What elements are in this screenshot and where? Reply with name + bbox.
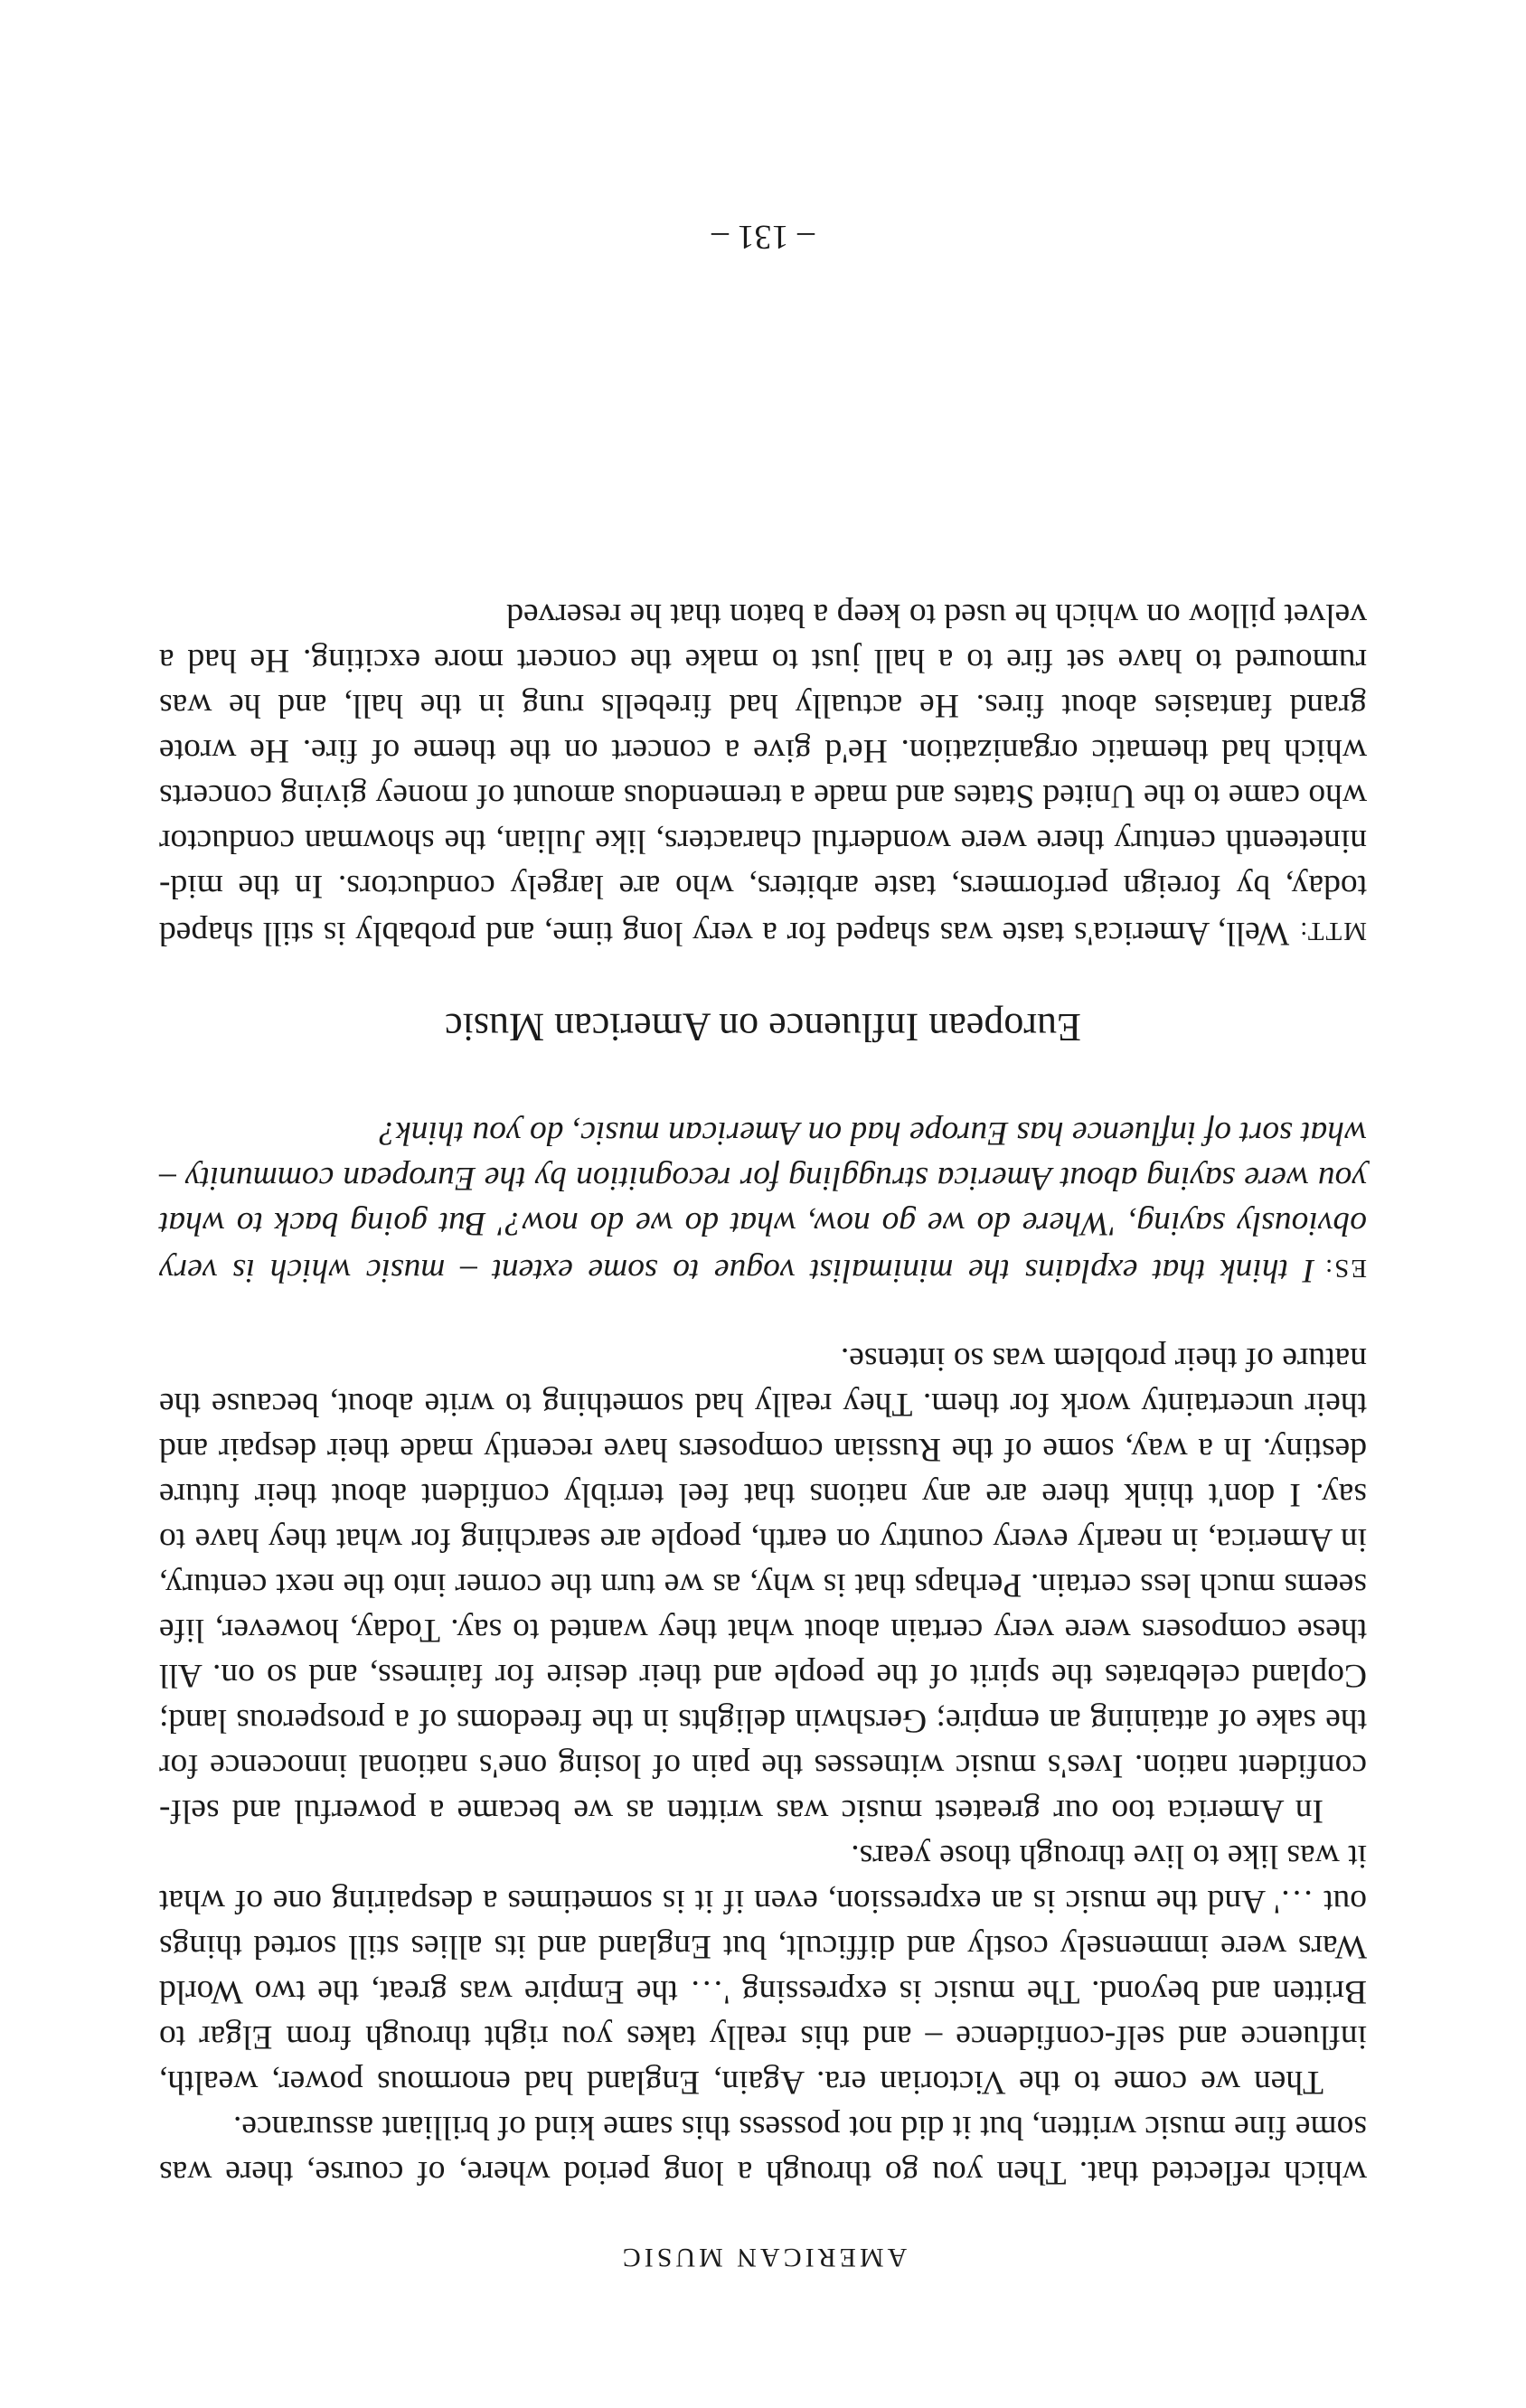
paragraph-3: In America too our greatest music was written as we became a powerful and self-confident nation. Ives's music witnesses the pain of losing one's national innocence for the sake of attaining an empire; Gershwin delights in the freedoms of a prosperous land; Copland celebrates the spirit of the people and their desire for fairness, and so on. All these composers were very certain about what they wanted to say. Today, however, life seems much less certain. Perhaps that is why, as we turn the corner into the next century, in America, in nearly every country on earth, people are searching for what they have to say. I don't think there are any nations that feel terribly confident about their future destiny. In a way, some of the Russian composers have recently made their despair and their uncertainty work for them. They really had something to write about, because the nature of their problem was so intense. (159, 1340, 1367, 1830)
running-head: AMERICAN MUSIC (618, 2243, 908, 2272)
interviewee-answer (159, 592, 1367, 955)
text-column (159, 592, 1367, 2272)
speaker-label-mtt: MTT: (1298, 917, 1367, 945)
question-text: I think that explains the minimalist vogue to some extent – music which is very obviously saying, 'Where do we go now, what do we do now?' But going back to what you were saying about America struggling for recognition by the European community – what sort of influence has Europe had on American music, do you think? (159, 1115, 1367, 1289)
section-heading: European Influence on American Music (445, 1005, 1081, 1049)
paragraph-2: Then we come to the Victorian era. Again, England had enormous power, wealth, influence and self-confidence – and this really takes you right through from Elgar to Britten and beyond. The music is expressing '… the Empire was great, the two World Wars were immensely costly and difficult, but England and its allies still sorted things out …' And the music is an expression, even if it is sometimes a despairing one of what it was like to live through those years. (159, 1838, 1367, 2101)
paragraph-1: which reflected that. Then you go through a long period where, of course, there was some fine music written, but it did not possess this same kind of brilliant assurance. (159, 2109, 1367, 2191)
answer-text: Well, America's taste was shaped for a very long time, and probably is still shaped today, by foreign performers, taste arbiters, who are largely conductors. In the mid-nineteenth century there were wonderful characters, like Julian, the showman conductor who came to the United States and made a tremendous amount of money giving concerts which had thematic organization. He'd give a concert on the theme of fire. He wrote grand fantasies about fires. He actually had firebells rung in the hall, and he was rumoured to have set fire to a hall just to make the concert more exciting. He had a velvet pillow on which he used to keep a baton that he reserved (159, 597, 1367, 952)
speaker-label-es: ES: (1323, 1254, 1367, 1283)
interviewer-question (159, 1110, 1367, 1293)
page-number: – 131 – (711, 218, 815, 256)
